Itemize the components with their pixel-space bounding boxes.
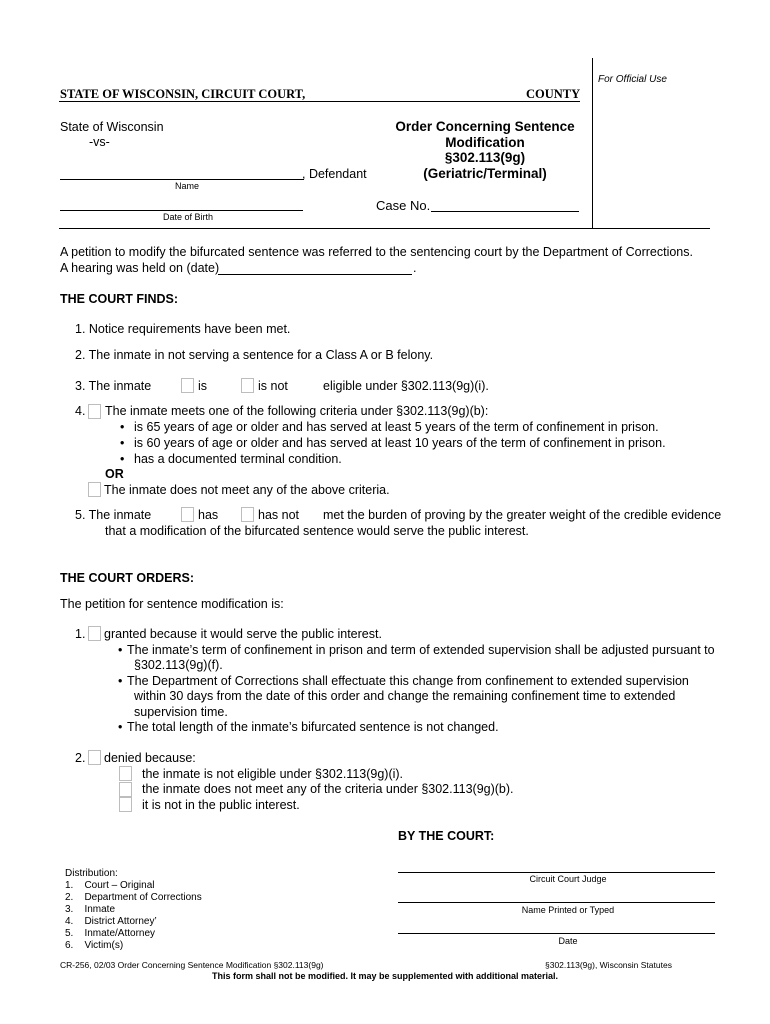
- criteria-bullet-3: • has a documented terminal condition.: [134, 452, 342, 466]
- denied-checkbox[interactable]: [88, 750, 101, 765]
- distribution-item-2: 2. Department of Corrections: [65, 892, 202, 903]
- granted-bullet-3: • The total length of the inmate’s bifurcated sentence is not changed.: [127, 720, 499, 734]
- finding-5-line-2: that a modification of the bifurcated sentence would serve the public interest.: [105, 524, 529, 538]
- date-caption: Date: [558, 936, 578, 946]
- case-no-label: Case No.: [376, 198, 431, 213]
- title-line-2: Modification: [445, 134, 525, 150]
- finding-4-notmeet-checkbox[interactable]: [88, 482, 101, 497]
- vs-label: -vs-: [89, 135, 110, 149]
- finding-5-tail: met the burden of proving by the greater weight of the credible evidence: [323, 508, 722, 522]
- finding-5-hasnot-label: has not: [258, 508, 300, 522]
- defendant-name-field[interactable]: [60, 179, 304, 180]
- denied-reason-3: it is not in the public interest.: [142, 798, 300, 812]
- case-no-field[interactable]: [431, 211, 579, 212]
- distribution-item-6: 6. Victim(s): [65, 940, 124, 951]
- plaintiff-state: State of Wisconsin: [60, 120, 164, 134]
- findings-heading: THE COURT FINDS:: [60, 292, 179, 306]
- criteria-bullet-2: • is 60 years of age or older and has served at least 10 years of the term of confinement in prison.: [134, 436, 666, 450]
- finding-3-isnot-label: is not: [258, 379, 288, 393]
- finding-5-label: 5. The inmate: [75, 508, 152, 522]
- official-use-divider: [592, 58, 593, 228]
- finding-4-number: 4.: [75, 404, 86, 418]
- finding-5-has-label: has: [198, 508, 219, 522]
- criteria-bullet-1: • is 65 years of age or older and has served at least 5 years of the term of confinement in prison.: [134, 420, 659, 434]
- county-label: COUNTY: [526, 87, 581, 101]
- form-id: CR-256, 02/03 Order Concerning Sentence Modification §302.113(9g): [60, 960, 324, 970]
- footer-notice: This form shall not be modified. It may be supplemented with additional material.: [211, 971, 559, 981]
- name-printed-line[interactable]: [398, 902, 715, 903]
- hearing-date-field[interactable]: [218, 274, 412, 275]
- granted-checkbox[interactable]: [88, 626, 101, 641]
- header-bottom-rule: [59, 228, 710, 229]
- finding-3-isnot-checkbox[interactable]: [241, 378, 254, 393]
- granted-bullet-2: • The Department of Corrections shall effectuate this change from confinement to extended supervision: [127, 674, 689, 688]
- signature-date-line[interactable]: [398, 933, 715, 934]
- form-title: [380, 119, 590, 181]
- finding-3-label: 3. The inmate: [75, 379, 152, 393]
- finding-5-hasnot-checkbox[interactable]: [241, 507, 254, 522]
- denied-reason-1: the inmate is not eligible under §302.113(9g)(i).: [142, 767, 404, 781]
- finding-4-text: The inmate meets one of the following criteria under §302.113(9g)(b):: [105, 404, 489, 418]
- judge-caption: Circuit Court Judge: [529, 874, 607, 884]
- granted-number: 1.: [75, 627, 86, 641]
- finding-4-meets-checkbox[interactable]: [88, 404, 101, 419]
- distribution-item-5: 5. Inmate/Attorney: [65, 928, 156, 939]
- title-line-1: Order Concerning Sentence: [395, 119, 575, 134]
- court-underline: [59, 101, 580, 102]
- name-printed-caption: Name Printed or Typed: [521, 905, 615, 915]
- finding-5-has-checkbox[interactable]: [181, 507, 194, 522]
- by-the-court: BY THE COURT:: [398, 829, 495, 843]
- finding-3-is-label: is: [198, 379, 208, 393]
- granted-text: granted because it would serve the public interest.: [104, 627, 382, 641]
- judge-signature-line[interactable]: [398, 872, 715, 873]
- orders-heading: THE COURT ORDERS:: [60, 571, 195, 585]
- distribution-item-1: 1. Court – Original: [65, 880, 155, 891]
- intro-line-1: A petition to modify the bifurcated sentence was referred to the sentencing court by the Department of Corrections.: [60, 245, 693, 259]
- title-line-3: §302.113(9g): [444, 150, 526, 165]
- intro-line-2: A hearing was held on (date): [60, 261, 220, 275]
- finding-2: 2. The inmate in not serving a sentence for a Class A or B felony.: [75, 348, 434, 362]
- distribution-item-4: 4. District Attorney’: [65, 916, 157, 927]
- orders-intro: The petition for sentence modification is:: [60, 597, 284, 611]
- court-title: STATE OF WISCONSIN, CIRCUIT COURT,: [60, 87, 306, 101]
- denied-reason-2: the inmate does not meet any of the criteria under §302.113(9g)(b).: [142, 782, 514, 796]
- or-label: OR: [105, 467, 124, 481]
- finding-4-alt: The inmate does not meet any of the above criteria.: [104, 483, 390, 497]
- defendant-label: , Defendant: [302, 167, 367, 181]
- official-use-label: For Official Use: [598, 74, 667, 85]
- distribution-title: Distribution:: [65, 868, 118, 879]
- finding-3-is-checkbox[interactable]: [181, 378, 194, 393]
- finding-1: 1. Notice requirements have been met.: [75, 322, 291, 336]
- title-line-4: (Geriatric/Terminal): [423, 165, 547, 181]
- denied-reason-1-checkbox[interactable]: [119, 766, 132, 781]
- denied-reason-2-checkbox[interactable]: [119, 782, 132, 797]
- denied-text: denied because:: [104, 751, 196, 765]
- distribution-item-3: 3. Inmate: [65, 904, 116, 915]
- name-caption: Name: [175, 181, 200, 191]
- granted-bullet-2-cont-2: supervision time.: [134, 705, 228, 719]
- granted-bullet-1: • The inmate’s term of confinement in prison and term of extended supervision shall be adjusted pursuant to: [127, 643, 715, 657]
- dob-caption: Date of Birth: [163, 212, 214, 222]
- intro-period: .: [413, 261, 417, 275]
- granted-bullet-2-cont-1: within 30 days from the date of this order and change the remaining confinement time to extended: [134, 689, 676, 703]
- denied-reason-3-checkbox[interactable]: [119, 797, 132, 812]
- finding-3-tail: eligible under §302.113(9g)(i).: [323, 379, 489, 393]
- statute-ref: §302.113(9g), Wisconsin Statutes: [545, 960, 672, 970]
- dob-field[interactable]: [60, 210, 303, 211]
- granted-bullet-1-cont: §302.113(9g)(f).: [134, 658, 223, 672]
- denied-number: 2.: [75, 751, 86, 765]
